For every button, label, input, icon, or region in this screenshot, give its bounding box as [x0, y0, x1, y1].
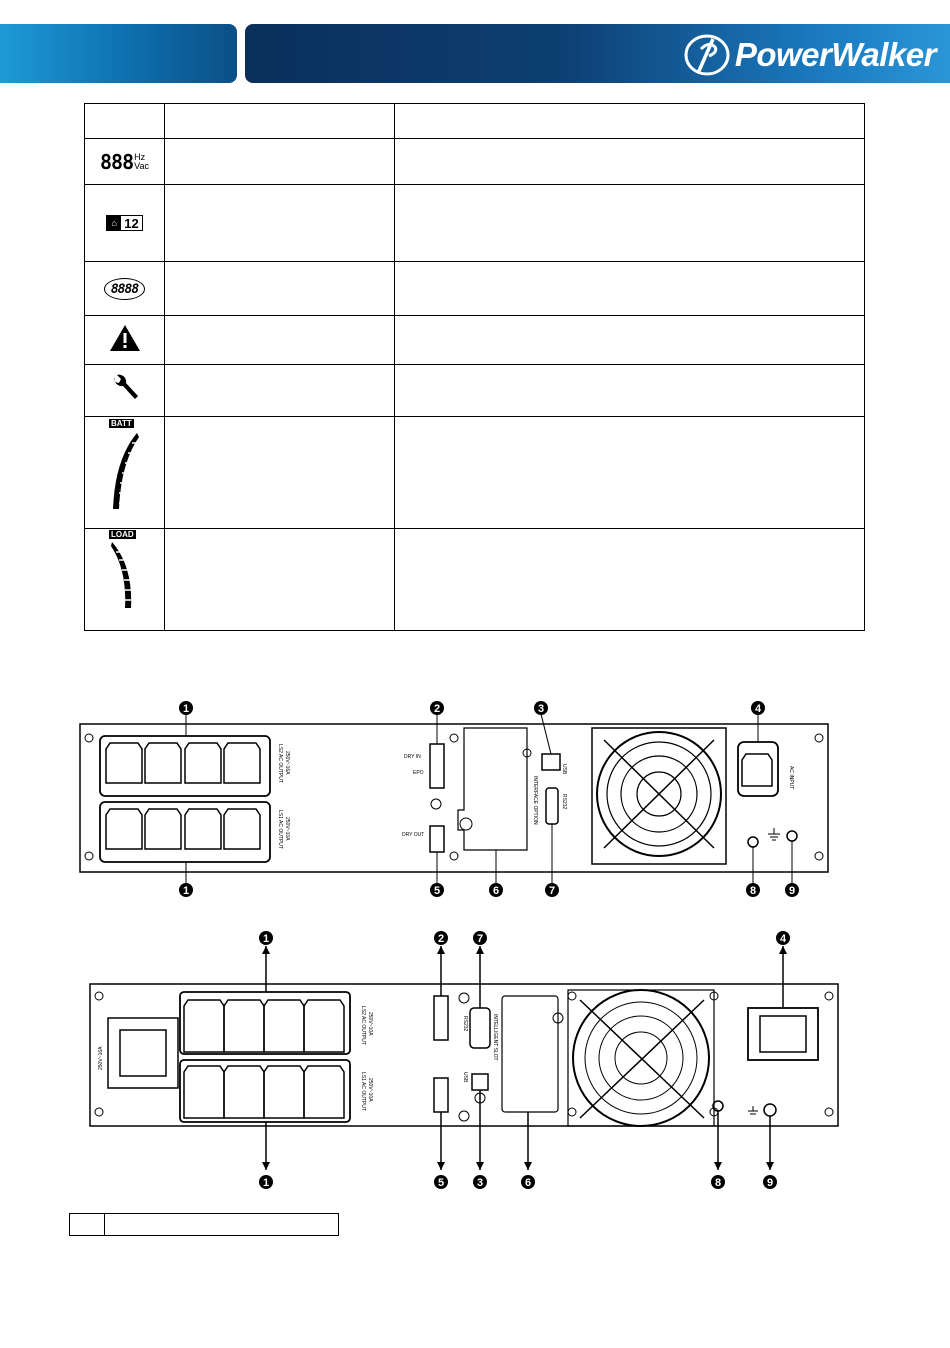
header-right-bar: [245, 24, 950, 83]
svg-text:1: 1: [262, 1177, 270, 1189]
lcd-icon-table: [84, 103, 865, 631]
svg-text:6: 6: [524, 1177, 532, 1189]
digital-readout-icon: 888 Hz Vac: [100, 149, 149, 174]
svg-text:5: 5: [433, 885, 441, 897]
svg-text:4: 4: [779, 933, 787, 945]
wrench-icon: [109, 373, 141, 403]
callout: [763, 1116, 777, 1189]
table-row: [85, 262, 865, 316]
table-header-row: [85, 104, 865, 139]
svg-text:1: 1: [182, 885, 190, 897]
svg-text:250V~16A: 250V~16A: [284, 751, 290, 775]
brand-logo: [683, 33, 936, 77]
callout: [259, 931, 273, 992]
svg-text:250V~16A: 250V~16A: [98, 1046, 104, 1070]
rear-panel-figure-2: [84, 928, 844, 1194]
table-row: [85, 316, 865, 365]
ac-input-label: AC INPUT: [788, 766, 794, 790]
dry-out-label: DRY OUT: [402, 832, 425, 838]
callout: [259, 1122, 273, 1189]
svg-text:3: 3: [476, 1177, 484, 1189]
brand-name: PowerWalker: [734, 36, 936, 73]
warning-icon: [109, 324, 141, 352]
ls1-label: LS1 AC OUTPUT: [360, 1072, 366, 1111]
svg-text:1: 1: [262, 933, 270, 945]
svg-text:USB: USB: [462, 1072, 468, 1083]
svg-text:250V~10A: 250V~10A: [367, 1078, 373, 1102]
svg-text:USB: USB: [561, 764, 567, 775]
svg-text:5: 5: [437, 1177, 445, 1189]
svg-text:8: 8: [714, 1177, 722, 1189]
interface-option-label: INTERFACE OPTION: [532, 776, 538, 825]
svg-text:7: 7: [548, 885, 556, 897]
table-row: [85, 529, 865, 631]
intelligent-slot-label: INTELLIGENT SLOT: [492, 1014, 498, 1061]
ls1-label: LS1 AC OUTPUT: [277, 810, 283, 849]
legend-row: [70, 1214, 339, 1236]
segment-display-icon: 8888: [104, 278, 145, 300]
rear-panel-figure-1: [74, 696, 844, 904]
legend-table: [69, 1213, 339, 1236]
svg-text:250V~10A: 250V~10A: [284, 817, 290, 841]
svg-text:8: 8: [749, 885, 757, 897]
ls2-label: LS2 AC OUTPUT: [277, 744, 283, 783]
svg-text:250V~10A: 250V~10A: [367, 1012, 373, 1036]
panel-outline: [90, 984, 838, 1126]
table-row: [85, 185, 865, 262]
table-row: [85, 139, 865, 185]
svg-text:2: 2: [433, 703, 441, 715]
svg-text:9: 9: [766, 1177, 774, 1189]
svg-text:4: 4: [754, 703, 762, 715]
load-level-bar-icon: LOAD: [85, 530, 164, 616]
table-row: [85, 417, 865, 529]
ls2-label: LS2 AC OUTPUT: [360, 1006, 366, 1045]
table-row: [85, 365, 865, 417]
powerwalker-logo-icon: [683, 33, 731, 77]
svg-text:7: 7: [476, 933, 484, 945]
header-left-bar: [0, 24, 237, 83]
panel-outline: [80, 724, 828, 872]
svg-text:RS232: RS232: [561, 794, 567, 810]
svg-text:9: 9: [788, 885, 796, 897]
svg-text:1: 1: [182, 703, 190, 715]
epo-label: EPO: [413, 770, 424, 776]
dry-in-label: DRY IN: [404, 754, 421, 760]
svg-text:6: 6: [492, 885, 500, 897]
svg-text:RS232: RS232: [462, 1016, 468, 1032]
battery-time-icon: ⌂ 12: [106, 215, 142, 231]
svg-text:3: 3: [537, 703, 545, 715]
svg-text:2: 2: [437, 933, 445, 945]
battery-level-bar-icon: BATT: [85, 419, 164, 515]
